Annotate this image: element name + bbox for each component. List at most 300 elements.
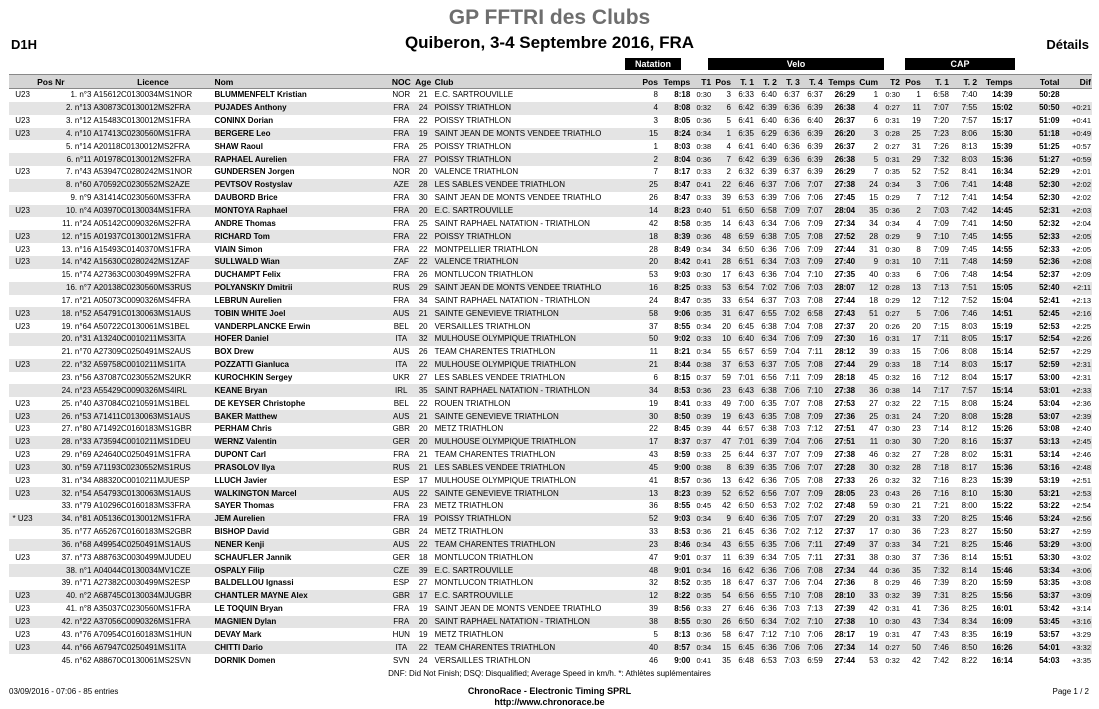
cell-bike-lap3: 7:06 [778,641,801,654]
cell-cum: 23 [856,487,879,500]
cell-club: LES SABLES VENDEE TRIATHLON [434,461,628,474]
cell-licence: A49954C0250491MS1AUS [92,539,213,552]
cell-total: 52:33 [1014,230,1061,243]
table-row [9,256,1092,269]
cell-cum: 14 [856,641,879,654]
cell-run-pos: 18 [901,359,922,372]
cell-dif: +2:05 [1061,230,1092,243]
cell-age: 22 [413,487,434,500]
cell-swim-pos: 23 [628,539,659,552]
cell-bike-lap4: 7:09 [807,218,823,228]
cell-bike-lap1: 6:46 [732,179,755,192]
cell-swim-pos: 26 [649,193,658,203]
cell-cat [9,539,36,552]
cell-bike-lap3: 7:10 [778,590,801,603]
cell-bike-pos: 5 [726,116,731,126]
cell-bike-time: 27:33 [834,475,856,485]
cell-total: 53:37 [1014,590,1061,603]
cell-bike-lap3: 7:04 [784,321,800,331]
table-row [9,128,1092,141]
cell-total: 53:45 [1014,616,1061,629]
cell-cat: U23 [15,450,30,460]
cell-swim-pos: 12 [628,590,659,603]
cell-bike-pos: 21 [722,527,731,537]
cell-run-time: 14:54 [992,193,1013,203]
cell-pos-nr: 5. n°14 [66,141,92,151]
cell-bike-lap2: 6:38 [761,424,777,434]
cell-bike-lap4: 7:07 [801,513,824,526]
cell-total: 52:36 [1014,256,1061,269]
cell-cat [9,384,36,397]
cell-age: 35 [413,384,434,397]
cell-age: 22 [413,230,434,243]
cell-bike-lap1: 6:46 [738,604,754,614]
cell-t2: 0:43 [879,487,901,500]
cell-run-lap2: 8:10 [950,487,978,500]
table-row [9,436,1092,449]
cell-noc: ESP [393,475,410,485]
cell-swim-time: 8:13 [674,629,691,639]
table-row [9,539,1092,552]
cell-run-time: 15:19 [992,321,1013,331]
cell-bike-time: 26:20 [824,128,856,141]
cell-run-lap2: 7:45 [961,244,978,254]
cell-run-lap2: 8:06 [950,128,978,141]
cell-run-time: 15:17 [978,333,1013,346]
cell-bike-lap3: 7:03 [778,256,801,269]
cell-dif: +2:03 [1061,205,1092,218]
cell-swim-pos: 34 [628,384,659,397]
cell-t2: 0:32 [885,655,900,665]
cell-run-lap1: 7:12 [933,295,949,305]
cell-age: 24 [418,655,428,665]
cell-swim-time: 8:15 [674,372,691,382]
cell-bike-lap4: 6:39 [801,128,824,141]
cell-bike-lap4: 7:07 [801,461,824,474]
cell-cat: U23 [9,307,36,320]
cell-bike-time: 27:37 [834,321,856,331]
cell-dif: +2:40 [1072,424,1091,434]
cell-noc: FRA [390,153,413,166]
cell-pos-nr: 45. n°62 [61,655,92,665]
cell-run-pos: 13 [901,282,922,295]
cell-bike-lap1: 6:43 [738,270,754,280]
cell-run-lap1: 7:11 [922,333,950,346]
cell-pos-nr: 26. n°53 [36,410,92,423]
cell-club: SAINTE GENEVIEVE TRIATHLON [434,487,628,500]
cell-age: 21 [418,450,428,460]
cell-t1: 0:35 [696,218,712,228]
cell-swim-pos: 40 [628,641,659,654]
cell-pos-nr: 17. n°21 [61,295,92,305]
cell-noc: FRA [390,616,413,629]
cell-total: 54:03 [1039,655,1060,665]
cell-bike-pos: 18 [722,578,731,588]
table-row [9,410,1092,423]
cell-bike-pos: 47 [712,436,732,449]
cell-noc: FRA [393,604,410,614]
footer-credit [0,686,1099,708]
cell-club: TEAM CHARENTES TRIATHLON [434,641,628,654]
cell-pos-nr: 18. n°52 [36,307,92,320]
cell-run-time: 15:46 [978,513,1013,526]
cell-bike-lap3: 7:06 [778,461,801,474]
cell-club: SAINT JEAN DE MONTS VENDEE TRIATHLO [434,128,628,141]
cell-t1: 0:41 [691,179,712,192]
cell-bike-lap4: 7:08 [807,321,823,331]
cell-bike-time: 27:29 [824,513,856,526]
cell-run-time: 15:39 [992,141,1013,151]
cell-run-lap2: 7:48 [961,270,978,280]
cell-bike-lap1: 6:40 [732,333,755,346]
cell-t1: 0:36 [696,527,712,537]
table-row [9,500,1092,513]
cell-run-lap1: 7:06 [933,347,949,357]
cell-pos-nr: 27. n°80 [61,424,92,434]
cell-bike-lap1: 7:01 [738,372,754,382]
cell-bike-lap1: 6:43 [732,410,755,423]
cell-licence: A73594C0010211MS1DEU [92,436,213,449]
cell-nom: RAPHAEL Aurelien [213,153,389,166]
cell-bike-pos: 44 [722,424,731,434]
cell-licence: A65267C0160183MS2GBR [93,527,192,537]
cell-run-lap2: 8:27 [961,527,978,537]
cell-cat [9,140,36,153]
cell-cat: U23 [9,436,36,449]
cell-age: 30 [418,193,428,203]
cell-noc: RUS [390,282,413,295]
cell-noc: RUS [390,461,413,474]
cell-swim-time: 8:47 [674,295,691,305]
cell-total: 53:14 [1039,450,1060,460]
cell-cat [9,295,36,308]
cell-age: 26 [418,270,428,280]
cell-pos-nr: 12. n°15 [36,230,92,243]
cell-total: 53:13 [1014,436,1061,449]
cell-bike-time: 27:31 [834,552,856,562]
cell-run-lap2: 7:45 [950,230,978,243]
cell-t1: 0:36 [696,629,712,639]
cell-run-lap1: 7:26 [933,141,949,151]
cell-swim-time: 9:01 [659,564,691,577]
cell-dif: +0:21 [1061,102,1092,115]
cell-run-lap1: 7:16 [933,475,949,485]
cell-swim-pos: 38 [628,616,659,629]
cell-pos-nr: 1. n°3 [70,90,92,100]
col-nom: Nom [213,75,389,89]
cell-bike-lap1: 6:50 [732,616,755,629]
cell-noc: FRA [390,230,413,243]
cell-t2: 0:33 [879,359,901,372]
cell-noc: AUS [390,410,413,423]
cell-nom: PUJADES Anthony [213,102,389,115]
cell-bike-time: 27:45 [834,193,856,203]
cell-t2: 0:30 [879,616,901,629]
col-pos-nr: Pos Nr [36,75,92,89]
cell-bike-pos: 3 [726,90,731,100]
cell-dif: +2:33 [1061,384,1092,397]
cell-bike-pos: 49 [722,398,731,408]
cell-bike-lap4: 7:08 [801,230,824,243]
cell-licence: A04044C0130034MV1CZE [92,564,213,577]
cell-dif: +2:53 [1061,487,1092,500]
cell-bike-time: 27:48 [834,501,856,511]
cell-age: 32 [413,333,434,346]
table-row [9,461,1092,474]
cell-t2: 0:27 [879,102,901,115]
cell-bike-lap2: 6:36 [755,513,778,526]
cell-t2: 0:31 [885,116,900,126]
cell-bike-lap1: 6:52 [732,487,755,500]
table-row [9,513,1092,526]
cell-bike-lap2: 6:58 [755,205,778,218]
cell-pos-nr: 21. n°70 [61,347,92,357]
cell-bike-lap3: 6:36 [778,102,801,115]
table-row [9,217,1092,230]
cell-run-lap2: 8:03 [961,321,978,331]
cell-swim-time: 8:59 [674,450,691,460]
cell-noc: HUN [392,629,410,639]
cell-bike-lap2: 6:34 [755,333,778,346]
cell-licence: A01978C0130012MS2FRA [92,153,213,166]
cell-noc: GER [390,436,413,449]
cell-run-pos: 9 [901,230,922,243]
cell-club: SAINTE GENEVIEVE TRIATHLON [434,410,628,423]
cell-bike-lap4: 7:10 [801,616,824,629]
cell-run-lap2: 7:41 [961,193,978,203]
cell-cum: 10 [856,616,879,629]
cell-total: 52:32 [1039,218,1060,228]
cell-cat: U23 [9,641,36,654]
table-row [9,551,1092,564]
cell-bike-pos: 16 [712,564,732,577]
cell-swim-time: 8:57 [659,641,691,654]
cell-swim-time: 8:04 [659,153,691,166]
cell-age: 21 [413,307,434,320]
cell-swim-time: 8:22 [659,590,691,603]
cell-total: 52:40 [1014,282,1061,295]
cell-noc: GBR [392,424,410,434]
cell-bike-lap4: 7:12 [807,527,823,537]
cell-run-pos: 5 [901,307,922,320]
cell-bike-lap2: 6:36 [761,244,777,254]
cell-t1: 0:41 [696,655,712,665]
cell-bike-lap2: 6:59 [761,347,777,357]
cell-club: POISSY TRIATHLON [434,153,628,166]
cell-nom: VIAIN Simon [214,244,263,254]
cell-cat: U23 [15,90,30,100]
cell-total: 52:59 [1014,359,1061,372]
cell-age: 17 [413,590,434,603]
cell-run-pos: 20 [911,321,921,331]
cell-total: 53:57 [1039,629,1060,639]
cell-run-pos: 32 [911,475,921,485]
cell-bike-time: 27:51 [834,424,856,434]
cell-swim-time: 8:55 [674,501,691,511]
cell-swim-time: 8:49 [674,244,691,254]
cell-run-lap2: 7:41 [950,179,978,192]
cell-cat: U23 [15,398,30,408]
cell-bike-lap2: 6:38 [755,384,778,397]
cell-bike-lap2: 6:36 [761,270,777,280]
cell-noc: FRA [390,128,413,141]
cell-bike-lap3: 7:02 [784,501,800,511]
cell-t1: 0:33 [696,167,712,177]
cell-bike-lap3: 7:06 [784,218,800,228]
cell-age: 17 [418,475,428,485]
cell-t2: 0:36 [879,564,901,577]
cell-bike-lap3: 6:36 [784,116,800,126]
cell-run-lap1: 7:20 [922,410,950,423]
cell-cat: U23 [15,424,30,434]
cell-cum: 15 [869,193,879,203]
cell-t1: 0:32 [691,102,712,115]
table-row [9,269,1092,282]
cell-run-time: 16:14 [992,655,1013,665]
cell-bike-pos: 39 [722,193,731,203]
cell-run-time: 15:26 [992,424,1013,434]
cell-bike-lap4: 7:09 [801,333,824,346]
cell-t2: 0:32 [885,398,900,408]
cell-bike-lap2: 6:34 [755,616,778,629]
cell-t2: 0:34 [885,218,900,228]
cell-total: 53:42 [1039,604,1060,614]
cell-run-lap2: 8:17 [950,461,978,474]
cell-bike-lap1: 6:54 [738,295,754,305]
cell-age: 18 [418,552,428,562]
table-row [9,333,1092,346]
cell-cat [9,654,36,667]
cell-swim-pos: 43 [649,450,658,460]
cell-bike-lap2: 6:36 [761,475,777,485]
cell-cum: 12 [856,282,879,295]
cell-run-time: 15:46 [978,564,1013,577]
cell-nom: PEVTSOV Rostyslav [213,179,389,192]
cell-t1: 0:39 [691,410,712,423]
col-bike-lap2: T. 2 [755,75,778,89]
cell-cum: 16 [856,333,879,346]
cell-t2: 0:31 [879,256,901,269]
table-row [9,577,1092,590]
cell-licence: A05142C0090326MS2FRA [93,218,191,228]
cell-t1: 0:33 [691,282,712,295]
cell-bike-lap1: 6:50 [738,501,754,511]
cell-club: METZ TRIATHLON [434,424,504,434]
cell-pos-nr: 32. n°54 [36,487,92,500]
cell-run-lap2: 7:51 [950,282,978,295]
cell-age: 22 [413,359,434,372]
cell-nom: KUROCHKIN Sergey [214,372,293,382]
cell-run-time: 14:39 [992,90,1013,100]
cell-total: 53:08 [1039,424,1060,434]
cell-licence: A37084C0210591MS1BEL [93,398,190,408]
cell-bike-lap3: 7:11 [784,372,800,382]
cell-age: 21 [413,461,434,474]
cell-bike-time: 28:10 [824,590,856,603]
cell-bike-lap4: 7:08 [801,359,824,372]
cell-swim-pos: 15 [628,128,659,141]
division-label: D1H [11,37,38,52]
cell-dif: +2:45 [1061,436,1092,449]
cell-bike-lap4: 6:37 [807,90,823,100]
cell-run-pos: 17 [901,333,922,346]
cell-bike-lap4: 6:58 [801,307,824,320]
cell-t2: 0:32 [885,372,900,382]
cell-dif: +0:49 [1061,128,1092,141]
cell-t2: 0:33 [885,270,900,280]
cell-dif: +0:59 [1061,153,1092,166]
cell-noc: AZE [390,179,413,192]
cell-swim-time: 8:55 [659,616,691,629]
cell-noc: FRA [393,141,410,151]
cell-run-time: 16:34 [992,167,1013,177]
cell-swim-time: 8:24 [659,128,691,141]
cell-run-lap1: 7:20 [922,513,950,526]
cell-swim-time: 9:01 [674,552,691,562]
cell-bike-lap1: 6:32 [738,167,754,177]
cell-bike-lap1: 6:45 [732,641,755,654]
cell-run-time: 14:55 [978,230,1013,243]
cell-bike-lap2: 6:38 [755,230,778,243]
cell-licence: A37087C0230552MS2UKR [93,372,192,382]
cell-club: POISSY TRIATHLON [434,230,628,243]
cell-bike-lap2: 6:55 [755,590,778,603]
cell-run-pos: 52 [911,167,921,177]
cell-bike-lap1: 6:45 [738,321,754,331]
cell-cum: 59 [869,501,879,511]
cell-t1: 0:38 [691,461,712,474]
cell-run-time: 15:39 [992,475,1013,485]
cell-pos-nr: 4. n°10 [36,128,92,141]
cell-t1: 0:36 [691,153,712,166]
cell-bike-time: 27:53 [834,398,856,408]
cell-run-pos: 1 [916,90,921,100]
cell-bike-time: 28:18 [834,372,856,382]
cell-club: SAINT RAPHAEL NATATION - TRIATHLON [434,295,590,305]
cell-cum: 42 [869,604,879,614]
cell-nom: TOBIN WHITE Joel [213,307,389,320]
legend-note: DNF: Did Not Finish; DSQ: Disqualified; Average Speed in km/h. *: Athlètes suplémentaires [388,669,711,678]
cell-cum: 35 [856,205,879,218]
cell-t1: 0:30 [691,616,712,629]
cell-swim-pos: 48 [628,564,659,577]
cell-dif: +2:56 [1061,513,1092,526]
cell-swim-pos: 16 [628,282,659,295]
cell-swim-pos: 14 [628,205,659,218]
cell-club: SAINT JEAN DE MONTS VENDEE TRIATHLO [434,193,602,203]
table-row [9,307,1092,320]
cell-bike-lap3: 7:07 [784,450,800,460]
cell-run-lap1: 7:34 [922,616,950,629]
cell-t1: 0:34 [696,347,712,357]
cell-cum: 7 [873,167,879,177]
cell-run-lap2: 8:00 [961,501,978,511]
cell-bike-time: 26:38 [824,102,856,115]
cell-bike-lap2: 7:12 [761,629,777,639]
cell-age: 25 [418,141,428,151]
cell-pos-nr: 14. n°42 [36,256,92,269]
cell-run-lap2: 8:02 [961,450,978,460]
cell-swim-time: 8:55 [674,321,691,331]
cell-licence: A27363C0030499MS2FRA [93,270,191,280]
cell-licence: A31414C0230560MS3FRA [93,193,191,203]
cell-bike-time: 28:17 [834,629,856,639]
cell-pos-nr: 13. n°16 [61,244,92,254]
cell-swim-time: 8:42 [659,256,691,269]
cell-age: 19 [418,604,428,614]
cell-t1: 0:35 [696,295,712,305]
cell-run-lap1: 7:16 [922,487,950,500]
